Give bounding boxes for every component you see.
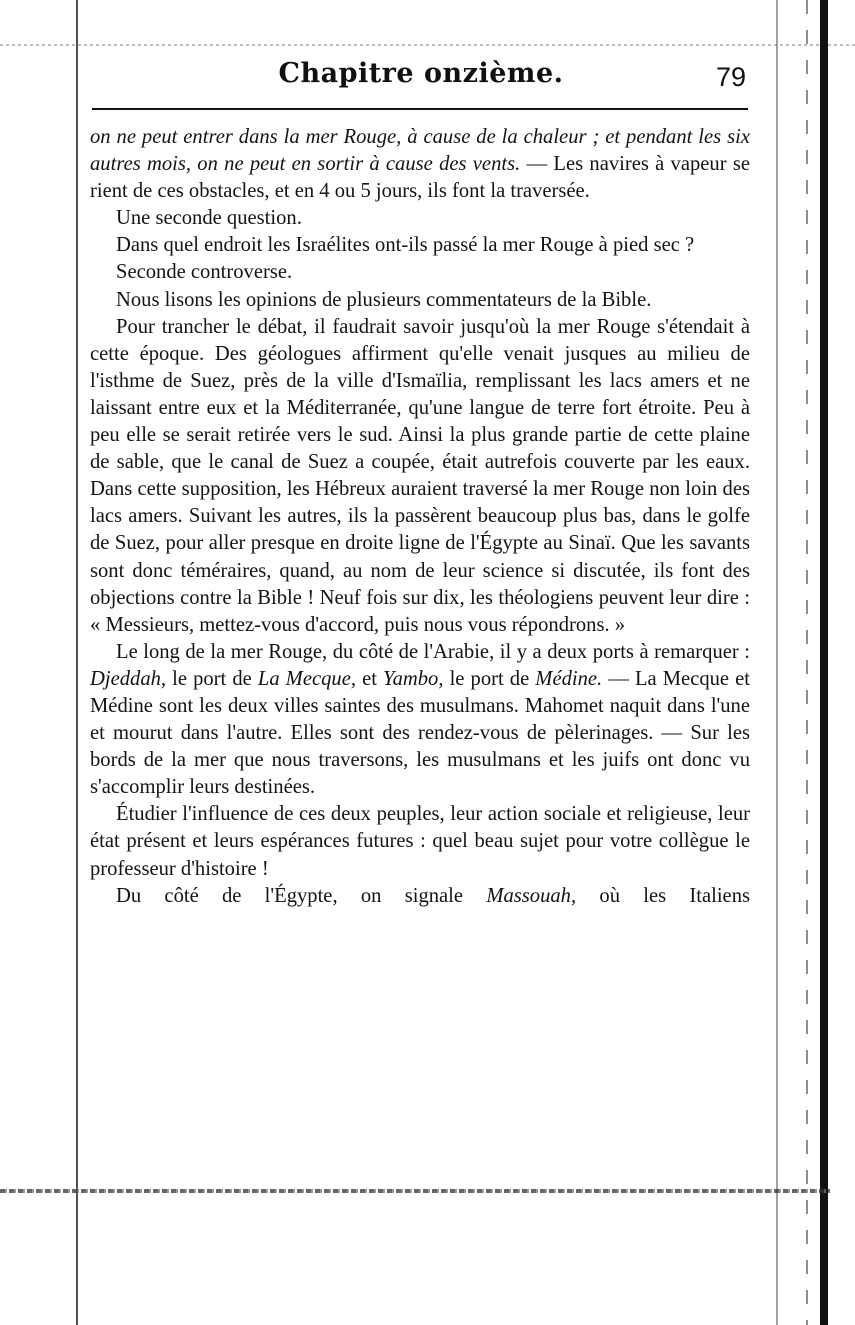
scan-edge-top xyxy=(0,44,855,46)
text-run: le port de xyxy=(166,667,258,690)
text-run: le port de xyxy=(443,667,536,690)
scan-margin-line-left xyxy=(76,0,78,1325)
scan-margin-line-right-dashed xyxy=(806,0,808,1325)
scan-margin-line-right xyxy=(776,0,778,1325)
paragraph-4: Seconde controverse. xyxy=(116,261,293,284)
place-name-djeddah: Djeddah, xyxy=(90,667,167,690)
paragraph-9 xyxy=(90,883,750,910)
paragraph-3: Dans quel endroit les Israélites ont-ils passé la mer Rouge à pied sec ? xyxy=(116,234,695,257)
place-name-la-mecque: La Mecque, xyxy=(257,667,357,690)
place-name-massouah: Massouah, xyxy=(486,884,577,907)
page-header xyxy=(92,52,750,106)
chapter-title: Chapitre onzième. xyxy=(278,58,564,89)
scan-binding-edge xyxy=(820,0,828,1325)
text-run: où les Italiens xyxy=(576,884,751,907)
paragraph-7 xyxy=(90,639,750,802)
paragraph-5: Nous lisons les opinions de plusieurs commentateurs de la Bible. xyxy=(116,288,652,311)
italic-quote: on ne peut entrer dans la mer Rouge, à cause de la chaleur ; et pendant les six autres mois, on ne peut en sortir à cause des vents. xyxy=(90,126,750,176)
paragraph-6: Pour trancher le débat, il faudrait savoir jusqu'où la mer Rouge s'étendait à cette époque. Des géologues affirment qu'elle venait jusques au milieu de l'isthme de Suez, près de la ville d'Ismaïlia, remplissant les lacs amers et ne laissant entre eux et la Méditerranée, qu'une langue de terre fort étroite. Peu à peu elle se serait retirée vers le sud. Ainsi la plus grande partie de cette plaine de sable, que le canal de Suez a coupée, était autrefois couverte par les eaux. Dans cette supposition, les Hébreux auraient traversé la mer Rouge non loin des lacs amers. Suivant les autres, ils la passèrent beaucoup plus bas, dans le golfe de Suez, pour aller presque en droite ligne de l'Égypte au Sinaï. Que les savants sont donc téméraires, quand, au nom de leur science si discutée, ils font des objections contre la Bible ! Neuf fois sur dix, les théologiens peuvent leur dire : « Messieurs, mettez-vous d'accord, puis nous vous répondrons. » xyxy=(90,315,750,636)
text-run: et xyxy=(356,667,384,690)
paragraph-text: — Les navires à vapeur se rient de ces obstacles, et en 4 ou 5 jours, ils font la traversée. xyxy=(90,153,750,203)
text-run: Du côté de l'Égypte, on signale xyxy=(116,884,487,907)
paragraph-1 xyxy=(90,124,750,205)
scan-edge-bottom xyxy=(0,1189,830,1193)
text-run: — La Mecque et Médine sont les deux villes saintes des musulmans. Mahomet naquit dans l'une et mourut dans l'autre. Elles sont des rendez-vous de pèlerinages. — Sur les bords de la mer que nous traversons, les musulmans et les juifs ont donc vu s'accomplir leurs destinées. xyxy=(90,667,750,799)
place-name-medine: Médine. xyxy=(535,667,603,690)
place-name-yambo: Yambo, xyxy=(383,667,444,690)
text-run: Le long de la mer Rouge, du côté de l'Arabie, il y a deux ports à remarquer : xyxy=(116,640,750,663)
page-number: 79 xyxy=(715,62,746,92)
paragraph-8: Étudier l'influence de ces deux peuples, leur action sociale et religieuse, leur état présent et leurs espérances futures : quel beau sujet pour votre collègue le professeur d'histoire ! xyxy=(90,803,750,880)
paragraph-2: Une seconde question. xyxy=(116,207,302,230)
page-body xyxy=(90,124,750,910)
header-rule xyxy=(92,108,748,110)
